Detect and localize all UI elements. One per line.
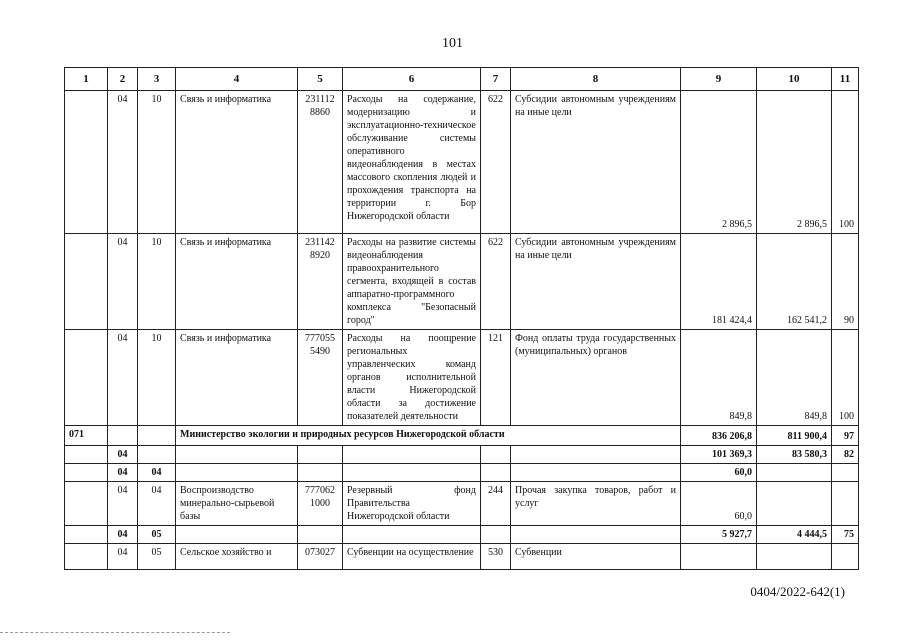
cell-percent [832, 544, 859, 570]
cell-actual [757, 482, 832, 526]
cell-plan: 60,0 [681, 482, 757, 526]
cell-subsection: 05 [138, 544, 176, 570]
cell-target-name [343, 464, 481, 482]
cell-target-name: Субвенции на осуществление [343, 544, 481, 570]
cell-section-name [176, 464, 298, 482]
cell-expense-type [481, 446, 511, 464]
cell-expense-name [511, 526, 681, 544]
cell-plan: 181 424,4 [681, 234, 757, 330]
header-cell: 4 [176, 68, 298, 91]
cell-section-name [176, 446, 298, 464]
table-row-subtotal [65, 526, 859, 544]
cell-actual: 83 580,3 [757, 446, 832, 464]
cell-expense-name [511, 446, 681, 464]
cell-target-code [298, 464, 343, 482]
cell-section [108, 426, 138, 446]
cell-section: 04 [108, 91, 138, 234]
header-cell: 11 [832, 68, 859, 91]
cell-actual [757, 544, 832, 570]
cell-expense-type: 622 [481, 91, 511, 234]
cell-admin [65, 544, 108, 570]
cell-expense-name: Субсидии автономным учреждениям на иные цели [511, 234, 681, 330]
cell-subsection [138, 446, 176, 464]
cell-expense-name: Субсидии автономным учреждениям на иные цели [511, 91, 681, 234]
document-code: 0404/2022-642(1) [750, 584, 845, 599]
cell-target-name: Расходы на развитие системы видеонаблюдения правоохранительного сегмента, входящей в состав аппаратно-программного комплекса "Безопасный город" [343, 234, 481, 330]
cell-section-name [176, 526, 298, 544]
cell-admin [65, 446, 108, 464]
cell-percent: 82 [832, 446, 859, 464]
cell-admin [65, 234, 108, 330]
cell-section: 04 [108, 526, 138, 544]
cell-section-name: Связь и информатика [176, 234, 298, 330]
cell-actual: 2 896,5 [757, 91, 832, 234]
cell-ministry-name: Министерство экологии и природных ресурсов Нижегородской области [176, 426, 681, 446]
table-row-ministry [65, 426, 859, 446]
table-row [65, 482, 859, 526]
cell-section: 04 [108, 330, 138, 426]
header-row [65, 68, 859, 91]
cell-percent [832, 464, 859, 482]
cell-expense-type: 121 [481, 330, 511, 426]
cell-actual: 811 900,4 [757, 426, 832, 446]
header-cell: 7 [481, 68, 511, 91]
cell-actual: 162 541,2 [757, 234, 832, 330]
cell-subsection: 04 [138, 464, 176, 482]
cell-section: 04 [108, 544, 138, 570]
cell-admin [65, 464, 108, 482]
table-row [65, 91, 859, 234]
cell-section-name: Связь и информатика [176, 330, 298, 426]
cell-plan: 849,8 [681, 330, 757, 426]
cell-expense-type: 530 [481, 544, 511, 570]
cell-expense-name: Субвенции [511, 544, 681, 570]
cell-admin [65, 482, 108, 526]
table-row-subtotal [65, 464, 859, 482]
cell-percent: 100 [832, 91, 859, 234]
table-row [65, 330, 859, 426]
cell-actual: 849,8 [757, 330, 832, 426]
cell-expense-type [481, 526, 511, 544]
cell-section: 04 [108, 482, 138, 526]
cell-expense-name: Фонд оплаты труда государственных (муниципальных) органов [511, 330, 681, 426]
cell-subsection: 05 [138, 526, 176, 544]
cell-admin [65, 526, 108, 544]
cell-section: 04 [108, 234, 138, 330]
cell-section-name: Связь и информатика [176, 91, 298, 234]
header-cell: 1 [65, 68, 108, 91]
budget-table [64, 67, 859, 570]
header-cell: 5 [298, 68, 343, 91]
table-row [65, 234, 859, 330]
header-cell: 9 [681, 68, 757, 91]
cell-subsection: 10 [138, 91, 176, 234]
cell-expense-name [511, 464, 681, 482]
cell-target-name [343, 526, 481, 544]
cell-plan [681, 544, 757, 570]
cell-target-code: 777055 5490 [298, 330, 343, 426]
cell-subsection: 10 [138, 234, 176, 330]
cell-subsection [138, 426, 176, 446]
cell-section-name: Сельское хозяйство и [176, 544, 298, 570]
cell-target-code: 777062 1000 [298, 482, 343, 526]
cell-expense-type: 244 [481, 482, 511, 526]
cell-section: 04 [108, 446, 138, 464]
cell-actual [757, 464, 832, 482]
cell-percent [832, 482, 859, 526]
header-cell: 3 [138, 68, 176, 91]
cell-expense-type [481, 464, 511, 482]
cell-percent: 97 [832, 426, 859, 446]
cell-admin [65, 330, 108, 426]
cell-plan: 5 927,7 [681, 526, 757, 544]
cell-actual: 4 444,5 [757, 526, 832, 544]
cell-target-name [343, 446, 481, 464]
cell-percent: 75 [832, 526, 859, 544]
cell-expense-type: 622 [481, 234, 511, 330]
cell-percent: 100 [832, 330, 859, 426]
cell-expense-name: Прочая закупка товаров, работ и услуг [511, 482, 681, 526]
cell-target-code: 231112 8860 [298, 91, 343, 234]
header-cell: 10 [757, 68, 832, 91]
table-row [65, 544, 859, 570]
cell-section-name: Воспроизводство минерально-сырьевой базы [176, 482, 298, 526]
cell-plan: 60,0 [681, 464, 757, 482]
cell-subsection: 10 [138, 330, 176, 426]
cell-plan: 101 369,3 [681, 446, 757, 464]
cell-section: 04 [108, 464, 138, 482]
cell-plan: 2 896,5 [681, 91, 757, 234]
cell-admin [65, 91, 108, 234]
scan-artifact [0, 632, 230, 635]
cell-subsection: 04 [138, 482, 176, 526]
cell-admin: 071 [65, 426, 108, 446]
table-row-subtotal [65, 446, 859, 464]
header-cell: 2 [108, 68, 138, 91]
cell-target-name: Резервный фонд Правительства Нижегородской области [343, 482, 481, 526]
cell-target-code [298, 446, 343, 464]
cell-target-code: 231142 8920 [298, 234, 343, 330]
header-cell: 6 [343, 68, 481, 91]
cell-target-name: Расходы на содержание, модернизацию и эксплуатационно-техническое обслуживание системы оперативного видеонаблюдения в местах массового скопления людей и прохождения транспорта на территории г. Бор Нижегородской области [343, 91, 481, 234]
cell-target-name: Расходы на поощрение региональных управленческих команд органов исполнительной власти Нижегородской области за достижение показателей деятельности [343, 330, 481, 426]
cell-percent: 90 [832, 234, 859, 330]
header-cell: 8 [511, 68, 681, 91]
cell-target-code: 073027 [298, 544, 343, 570]
cell-plan: 836 206,8 [681, 426, 757, 446]
cell-target-code [298, 526, 343, 544]
page-number: 101 [442, 36, 463, 51]
